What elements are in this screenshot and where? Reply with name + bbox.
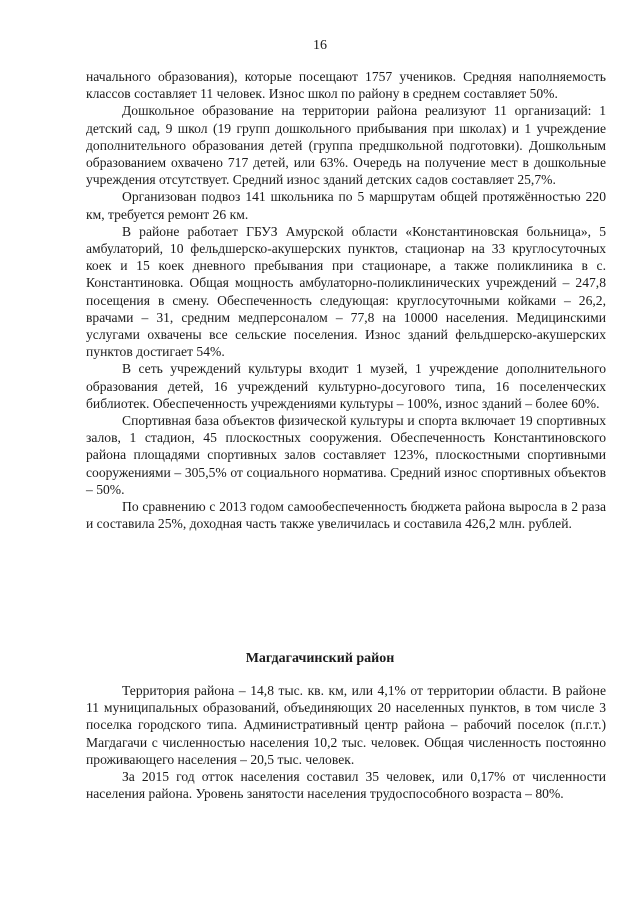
paragraph: Спортивная база объектов физической культуры и спорта включает 19 спортивных залов, 1 стадион, 45 плоскостных сооружения. Обеспеченность Константиновского района площадями спортивных залов составляет 123%, плоскостными спортивными сооружениями – 305,5% от социального норматива. Средний износ спортивных объектов – 50%. xyxy=(86,413,606,497)
paragraph: Дошкольное образование на территории района реализуют 11 организаций: 1 детский сад, 9 школ (19 групп дошкольного прибывания при школах) и 1 учреждение дополнительного образования детей (группа предшкольной подготовки). Дошкольным образованием охвачено 717 детей, или 63%. Очередь на получение мест в дошкольные учреждения отсутствует. Средний износ зданий детских садов составляет 25,7%. xyxy=(86,103,606,188)
section-title: Магдагачинский район xyxy=(245,651,395,666)
paragraph: В районе работает ГБУЗ Амурской области «Константиновская больница», 5 амбулаторий, 10 фельдшерско-акушерских пунктов, стационар на 33 круглосуточных коек и 15 коек дневного пребывания при стационаре, а также поликлиника в с. Константиновка. Общая мощность амбулаторно-поликлинических учреждений – 247,8 посещения в смену. Обеспеченность следующая: круглосуточными койками – 26,2, врачами – 31, средним медперсоналом – 77,8 на 10000 населения. Медицинскими услугами охвачены все сельские поселения. Износ зданий фельдшерско-акушерских пунктов достигает 54%. xyxy=(86,223,606,360)
page-number: 16 xyxy=(313,38,327,53)
paragraph: Территория района – 14,8 тыс. кв. км, или 4,1% от территории области. В районе 11 муниципальных образований, объединяющих 20 населенных пунктов, в том числе 3 поселка городского типа. Административный центр района – рабочий поселок (п.г.т.) Магдагачи с численностью населения 10,2 тыс. человек. Общая численность постоянно проживающего населения – 20,5 тыс. человек. xyxy=(86,683,606,767)
paragraph: начального образования), которые посещают 1757 учеников. Средняя наполняемость классов составляет 11 человек. Износ школ по району в среднем составляет 50%. xyxy=(86,69,606,102)
text-block-bottom xyxy=(86,682,606,802)
paragraph: По сравнению с 2013 годом самообеспеченность бюджета района выросла в 2 раза и составила 25%, доходная часть также увеличилась и составила 426,2 млн. рублей. xyxy=(86,499,606,532)
paragraph: Организован подвоз 141 школьника по 5 маршрутам общей протяжённостью 220 км, требуется ремонт 26 км. xyxy=(86,189,606,222)
text-block-top xyxy=(86,68,606,532)
paragraph: За 2015 год отток населения составил 35 человек, или 0,17% от численности населения района. Уровень занятости населения трудоспособного возраста – 80%. xyxy=(86,769,606,802)
paragraph: В сеть учреждений культуры входит 1 музей, 1 учреждение дополнительного образования детей, 16 учреждений культурно-досугового типа, 16 поселенческих библиотек. Обеспеченность учреждениями культуры – 100%, износ зданий – более 60%. xyxy=(86,361,606,411)
